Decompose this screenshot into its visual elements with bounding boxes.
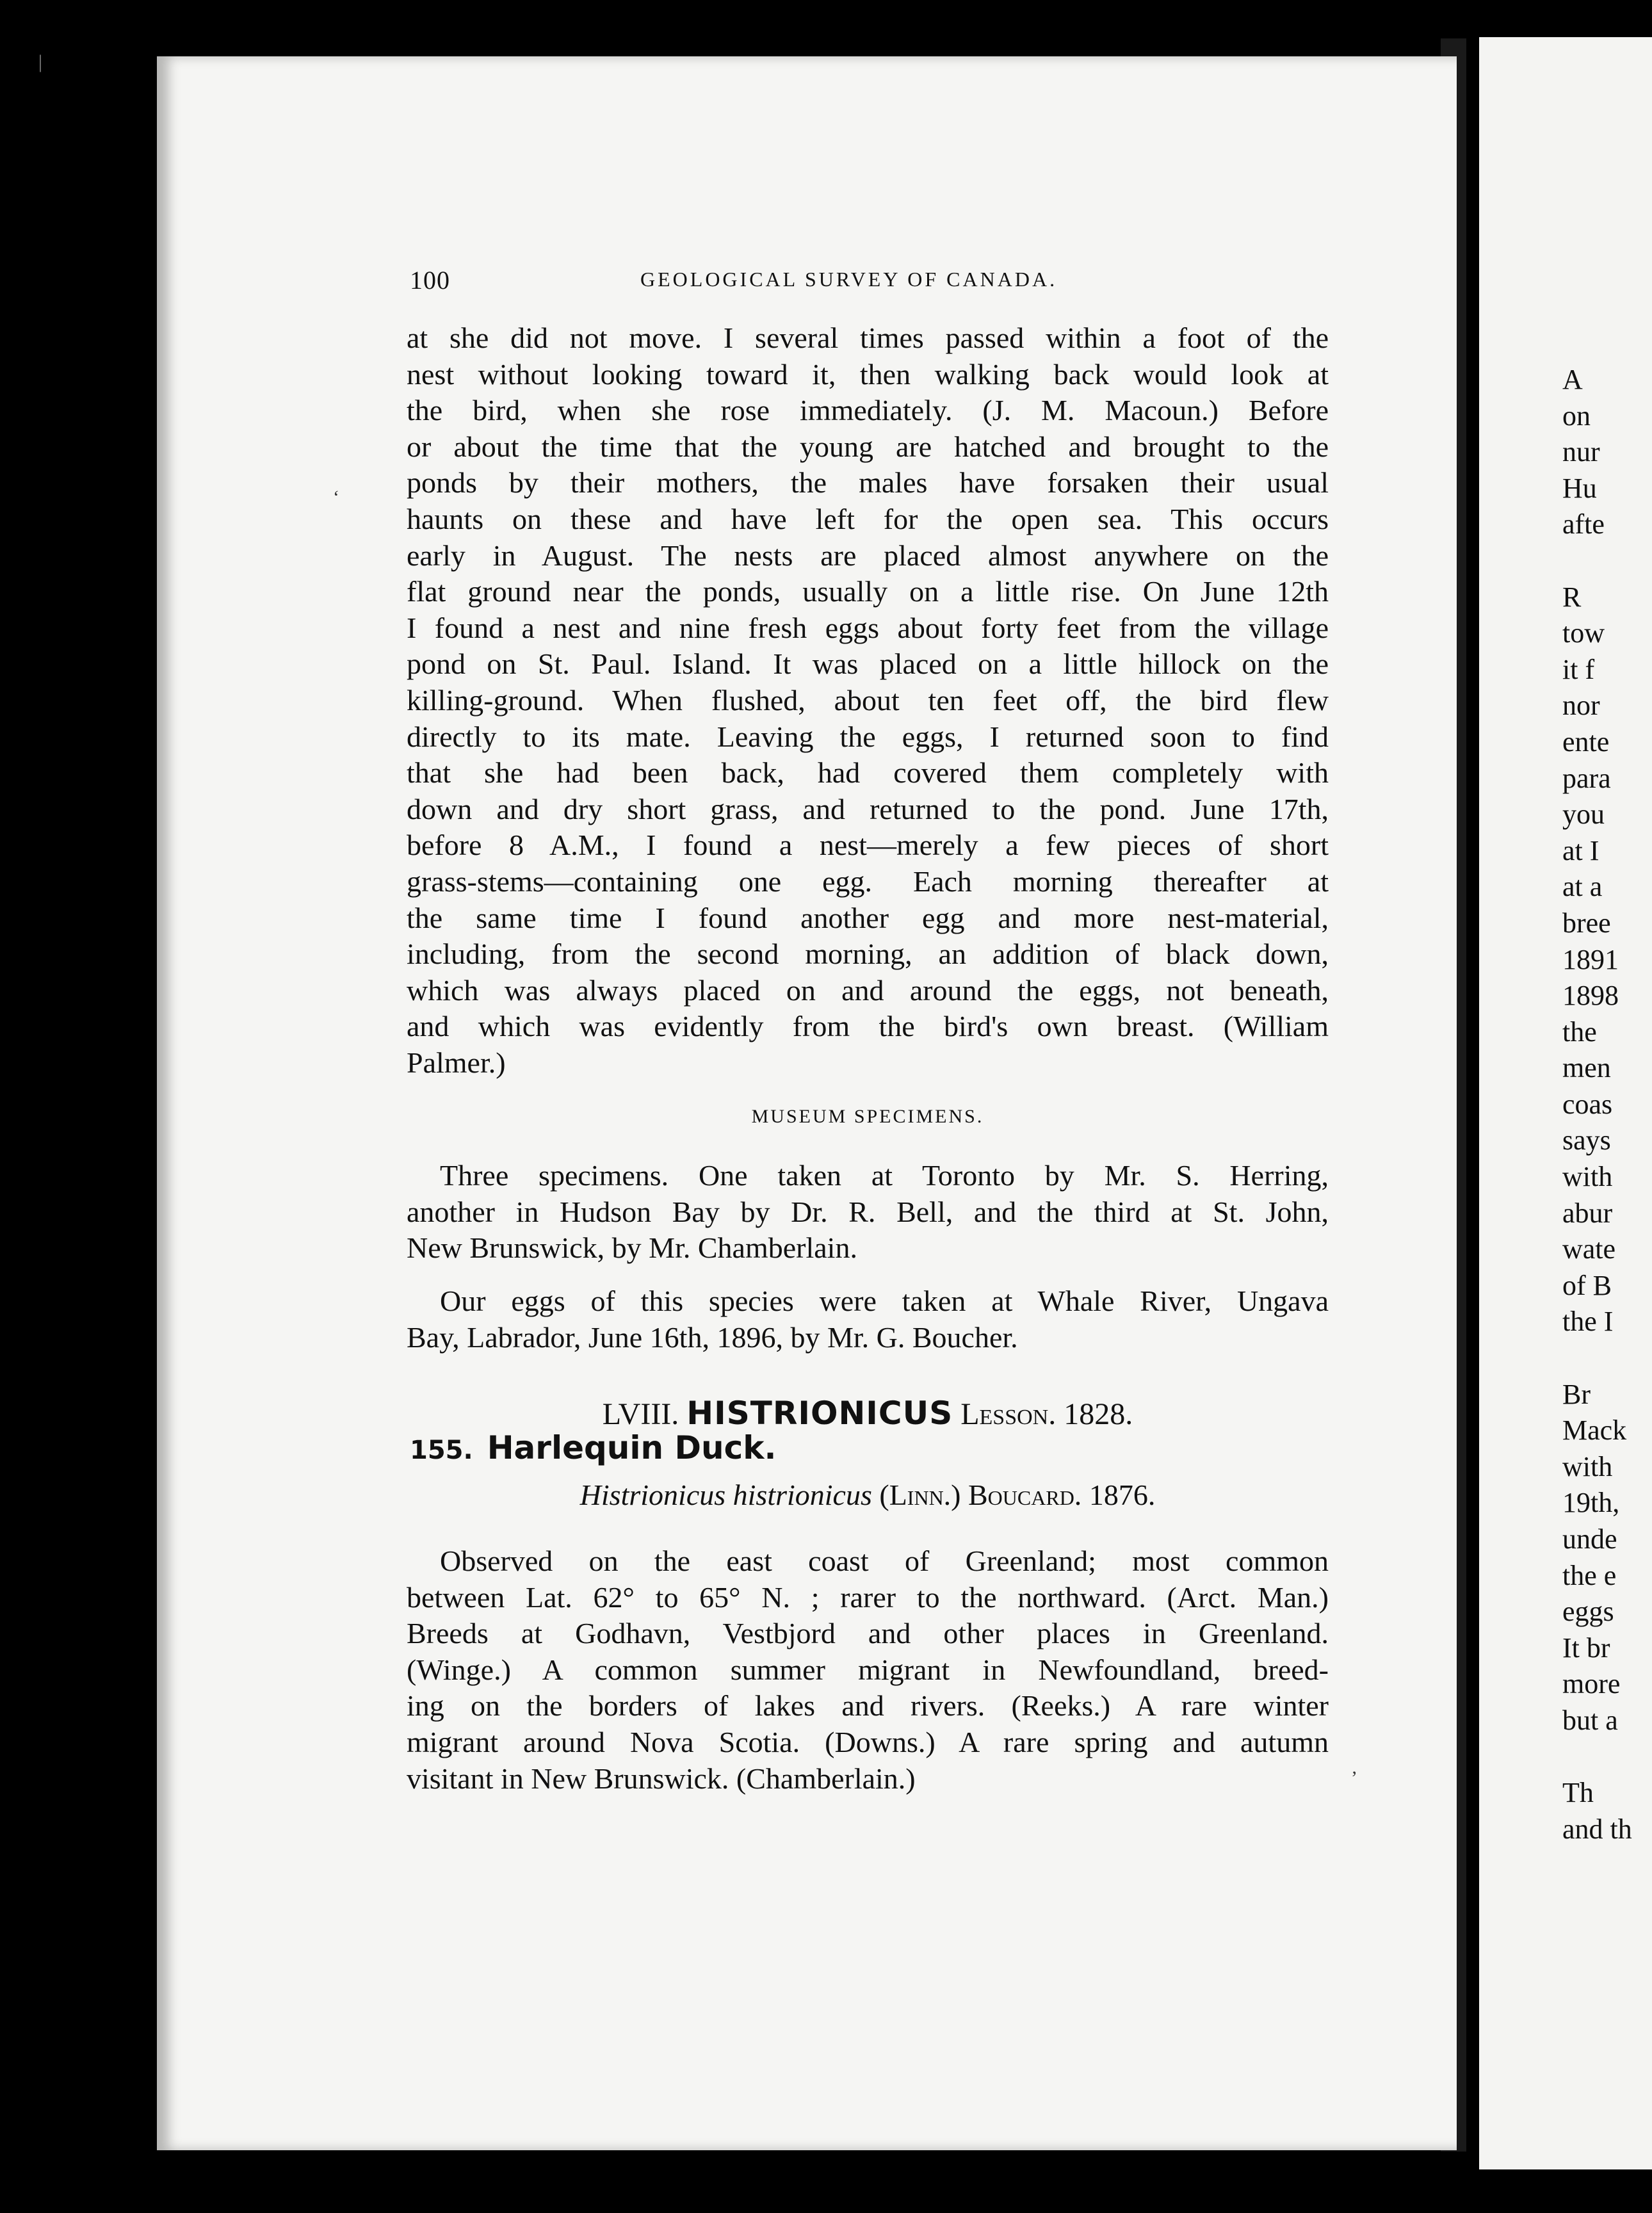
facing-fragment: ente bbox=[1562, 726, 1610, 758]
margin-mark: ‘ bbox=[333, 487, 339, 508]
text-line: Observed on the east coast of Greenland; most common bbox=[440, 1544, 1329, 1577]
facing-page-text bbox=[1562, 362, 1652, 1847]
text-line: Bay, Labrador, June 16th, 1896, by Mr. G. Boucher. bbox=[407, 1320, 1018, 1354]
eggs-paragraph bbox=[407, 1283, 1329, 1356]
facing-fragment: says bbox=[1562, 1124, 1611, 1156]
page-number: 100 bbox=[410, 266, 450, 295]
facing-fragment: wate bbox=[1562, 1233, 1616, 1265]
facing-fragment: afte bbox=[1562, 508, 1605, 540]
facing-fragment: A bbox=[1562, 364, 1583, 395]
facing-fragment: Br bbox=[1562, 1378, 1591, 1410]
facing-fragment: the I bbox=[1562, 1306, 1614, 1338]
facing-fragment: unde bbox=[1562, 1523, 1617, 1555]
text-line: Breeds at Godhavn, Vestbjord and other places in Greenland. bbox=[407, 1617, 1329, 1650]
text-line: flat ground near the ponds, usually on a little rise. On June 12th bbox=[407, 575, 1329, 608]
text-line: (Winge.) A common summer migrant in Newfoundland, breed- bbox=[407, 1653, 1329, 1686]
facing-fragment: you bbox=[1562, 798, 1605, 831]
facing-fragment: on bbox=[1562, 400, 1591, 432]
text-line: Our eggs of this species were taken at Whale River, Ungava bbox=[440, 1285, 1329, 1317]
text-line: New Brunswick, by Mr. Chamberlain. bbox=[407, 1231, 857, 1265]
running-head bbox=[410, 265, 1325, 304]
facing-fragment: tow bbox=[1562, 617, 1605, 649]
facing-fragment: para bbox=[1562, 762, 1611, 794]
facing-fragment: It br bbox=[1562, 1632, 1610, 1664]
facing-fragment: men bbox=[1562, 1052, 1611, 1084]
facing-fragment: Hu bbox=[1562, 472, 1597, 504]
facing-fragment: Mack bbox=[1562, 1415, 1627, 1447]
text-line: down and dry short grass, and returned to the pond. June 17th, bbox=[407, 792, 1329, 825]
text-line: haunts on these and have left for the open sea. This occurs bbox=[407, 502, 1329, 535]
text-line: migrant around Nova Scotia. (Downs.) A rare spring and autumn bbox=[407, 1725, 1329, 1758]
text-line: and which was evidently from the bird's own breast. (William bbox=[407, 1010, 1329, 1043]
running-title: GEOLOGICAL SURVEY OF CANADA. bbox=[640, 268, 1058, 291]
facing-fragment: 1891 bbox=[1562, 943, 1619, 975]
facing-fragment: but a bbox=[1562, 1704, 1618, 1736]
body-paragraph-continued bbox=[407, 320, 1329, 1081]
text-line: the same time I found another egg and more nest-material, bbox=[407, 901, 1329, 934]
facing-fragment: eggs bbox=[1562, 1596, 1614, 1628]
facing-fragment: the bbox=[1562, 1016, 1597, 1048]
text-line: visitant in New Brunswick. (Chamberlain.) bbox=[407, 1762, 916, 1795]
facing-fragment: bree bbox=[1562, 907, 1611, 939]
facing-fragment: it f bbox=[1562, 653, 1595, 685]
facing-fragment: with bbox=[1562, 1161, 1613, 1193]
margin-mark: ’ bbox=[1351, 1767, 1357, 1788]
text-line: early in August. The nests are placed almost anywhere on the bbox=[407, 539, 1329, 572]
species-name: Harlequin Duck. bbox=[487, 1429, 777, 1466]
facing-fragment: 1898 bbox=[1562, 980, 1619, 1012]
text-line: including, from the second morning, an addition of black down, bbox=[407, 937, 1329, 971]
text-line: before 8 A.M., I found a nest—merely a few pieces of short bbox=[407, 829, 1329, 862]
facing-fragment: Th bbox=[1562, 1777, 1594, 1809]
facing-fragment bbox=[1562, 1340, 1652, 1377]
synonym-authority: (Linn.) Boucard. bbox=[879, 1479, 1082, 1511]
facing-fragment: coas bbox=[1562, 1088, 1613, 1120]
scan-speck: | bbox=[38, 51, 43, 72]
species-heading bbox=[410, 1429, 777, 1466]
facing-fragment: abur bbox=[1562, 1197, 1613, 1229]
facing-fragment bbox=[1562, 1739, 1652, 1776]
text-line: pond on St. Paul. Island. It was placed on a little hillock on the bbox=[407, 647, 1329, 681]
museum-specimens-paragraph bbox=[407, 1158, 1329, 1267]
text-line: another in Hudson Bay by Dr. R. Bell, and the third at St. John, bbox=[407, 1195, 1329, 1228]
text-line: which was always placed on and around the eggs, not beneath, bbox=[407, 973, 1329, 1007]
facing-fragment: 19th, bbox=[1562, 1487, 1620, 1519]
text-line: at she did not move. I several times passed within a foot of the bbox=[407, 321, 1329, 354]
genus-author: Lesson. bbox=[960, 1397, 1057, 1431]
facing-fragment: at a bbox=[1562, 871, 1603, 903]
text-line: that she had been back, had covered them completely with bbox=[407, 756, 1329, 790]
museum-specimens-heading: MUSEUM SPECIMENS. bbox=[751, 1106, 984, 1127]
genus-numeral: LVIII. bbox=[602, 1397, 679, 1431]
synonym-name: Histrionicus histrionicus bbox=[579, 1479, 872, 1511]
facing-fragment: the e bbox=[1562, 1559, 1617, 1591]
facing-fragment: more bbox=[1562, 1668, 1621, 1700]
species-synonym bbox=[407, 1478, 1329, 1512]
text-line: ponds by their mothers, the males have forsaken their usual bbox=[407, 466, 1329, 499]
text-line: killing-ground. When flushed, about ten feet off, the bird flew bbox=[407, 683, 1329, 717]
genus-year: 1828. bbox=[1064, 1397, 1133, 1431]
text-line: between Lat. 62° to 65° N. ; rarer to the northward. (Arct. Man.) bbox=[407, 1580, 1329, 1614]
text-line: I found a nest and nine fresh eggs about forty feet from the village bbox=[407, 611, 1329, 644]
genus-name: HISTRIONICUS bbox=[686, 1395, 953, 1432]
species-number: 155. bbox=[410, 1436, 473, 1465]
text-line: Palmer.) bbox=[407, 1046, 506, 1079]
synonym-year: 1876. bbox=[1089, 1479, 1156, 1511]
text-line: the bird, when she rose immediately. (J. M. Macoun.) Before bbox=[407, 394, 1329, 427]
facing-fragment: R bbox=[1562, 581, 1582, 613]
text-line: ing on the borders of lakes and rivers. (Reeks.) A rare winter bbox=[407, 1689, 1329, 1723]
text-line: nest without looking toward it, then walking back would look at bbox=[407, 357, 1329, 391]
facing-fragment: nor bbox=[1562, 690, 1600, 722]
text-line: directly to its mate. Leaving the eggs, I returned soon to find bbox=[407, 720, 1329, 753]
facing-fragment: of B bbox=[1562, 1269, 1612, 1301]
facing-fragment: at I bbox=[1562, 834, 1599, 866]
text-line: Three specimens. One taken at Toronto by Mr. S. Herring, bbox=[440, 1159, 1329, 1192]
text-line: grass-stems—containing one egg. Each morning thereafter at bbox=[407, 864, 1329, 898]
genus-heading bbox=[407, 1395, 1329, 1432]
facing-fragment: and th bbox=[1562, 1813, 1632, 1845]
facing-fragment: with bbox=[1562, 1450, 1613, 1482]
text-line: or about the time that the young are hatched and brought to the bbox=[407, 430, 1329, 463]
facing-fragment bbox=[1562, 543, 1652, 580]
harlequin-paragraph bbox=[407, 1543, 1329, 1797]
facing-fragment: nur bbox=[1562, 436, 1600, 468]
